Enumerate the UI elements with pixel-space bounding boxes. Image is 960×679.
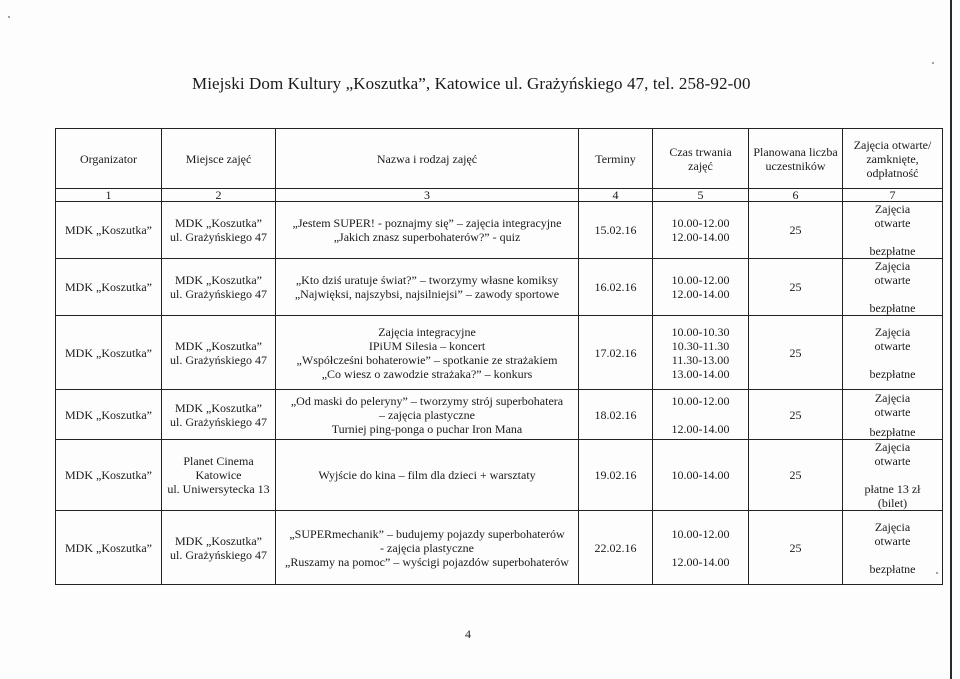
time-slot: 12.00-14.00 — [671, 554, 730, 569]
place-line: MDK „Koszutka” — [175, 273, 262, 287]
place-line: ul. Uniwersytecka 13 — [167, 482, 270, 496]
header-organizer: Organizator — [56, 129, 162, 189]
participants-cell: 25 — [749, 390, 843, 440]
activity-line: Turniej ping-ponga o puchar Iron Mana — [331, 421, 523, 436]
status-line: otwarte — [874, 454, 911, 468]
date-cell: 18.02.16 — [579, 390, 653, 440]
status-line: otwarte — [874, 404, 911, 419]
place-line: ul. Grażyńskiego 47 — [170, 414, 267, 429]
status-cell — [843, 511, 943, 585]
activity-cell — [276, 440, 579, 511]
status-line: Zajęcia — [874, 202, 911, 216]
activity-line: Zajęcia integracyjne — [378, 324, 476, 339]
place-line: ul. Grażyńskiego 47 — [170, 230, 267, 244]
date-cell: 17.02.16 — [579, 316, 653, 390]
place-cell — [162, 259, 276, 316]
status-line: Zajęcia — [874, 390, 911, 405]
column-number: 3 — [276, 189, 579, 202]
time-slot: 12.00-14.00 — [671, 287, 730, 301]
status-line: otwarte — [874, 273, 911, 287]
date-cell: 22.02.16 — [579, 511, 653, 585]
status-line: bezpłatne — [869, 424, 916, 439]
status-line: bezpłatne — [869, 301, 916, 315]
time-slot: 10.00-10.30 — [671, 324, 730, 339]
date-cell: 15.02.16 — [579, 202, 653, 259]
status-cell — [843, 259, 943, 316]
participants-cell: 25 — [749, 511, 843, 585]
time-cell — [653, 390, 749, 440]
status-line: (bilet) — [877, 496, 908, 510]
participants-cell: 25 — [749, 440, 843, 511]
activity-line: „Współcześni bohaterowie” – spotkanie ze strażakiem — [296, 352, 558, 367]
column-number: 7 — [843, 189, 943, 202]
activity-line: - zajęcia plastyczne — [380, 540, 474, 555]
time-slot: 10.00-12.00 — [671, 216, 730, 230]
status-cell — [843, 316, 943, 390]
column-number: 5 — [653, 189, 749, 202]
place-line: ul. Grażyńskiego 47 — [170, 352, 267, 367]
status-line: otwarte — [874, 338, 911, 353]
time-cell — [653, 316, 749, 390]
time-slot: 12.00-14.00 — [671, 230, 730, 244]
place-line: MDK „Koszutka” — [175, 216, 262, 230]
activity-line: „Jestem SUPER! - poznajmy się” – zajęcia integracyjne — [292, 216, 562, 230]
place-line: Planet Cinema — [183, 454, 254, 468]
time-cell — [653, 511, 749, 585]
header-participants: Planowana liczba uczestników — [749, 129, 843, 189]
organizer-cell: MDK „Koszutka” — [56, 202, 162, 259]
status-cell — [843, 440, 943, 511]
column-number: 4 — [579, 189, 653, 202]
activity-cell — [276, 316, 579, 390]
status-line: bezpłatne — [869, 366, 916, 381]
place-cell — [162, 390, 276, 440]
activity-line: IPiUM Silesia – koncert — [368, 338, 486, 353]
status-line: Zajęcia — [874, 519, 911, 534]
status-line: otwarte — [874, 216, 911, 230]
place-cell — [162, 202, 276, 259]
activity-cell — [276, 259, 579, 316]
table-row — [56, 259, 943, 316]
time-slot: 10.00-12.00 — [671, 526, 730, 541]
date-cell: 19.02.16 — [579, 440, 653, 511]
table-row — [56, 202, 943, 259]
place-line: MDK „Koszutka” — [175, 338, 262, 353]
header-name: Nazwa i rodzaj zajęć — [276, 129, 579, 189]
status-line: Zajęcia — [874, 259, 911, 273]
header-row — [56, 129, 943, 189]
table-row — [56, 316, 943, 390]
activity-line: „Kto dziś uratuje świat?” – tworzymy własne komiksy — [295, 273, 559, 287]
time-cell — [653, 202, 749, 259]
activity-cell — [276, 202, 579, 259]
place-line: MDK „Koszutka” — [175, 533, 262, 548]
activity-line: „Ruszamy na pomoc” – wyścigi pojazdów superbohaterów — [285, 554, 569, 569]
time-cell — [653, 259, 749, 316]
status-line: Zajęcia — [874, 440, 911, 454]
header-status: Zajęcia otwarte/ zamknięte, odpłatność — [843, 129, 943, 189]
organizer-cell: MDK „Koszutka” — [56, 259, 162, 316]
page-number: 4 — [465, 627, 471, 641]
place-line: ul. Grażyńskiego 47 — [170, 287, 267, 301]
header-duration: Czas trwania zajęć — [653, 129, 749, 189]
time-cell — [653, 440, 749, 511]
activity-line: „Od maski do peleryny” – tworzymy strój superbohatera — [290, 393, 564, 408]
activity-cell — [276, 511, 579, 585]
status-line: bezpłatne — [869, 561, 916, 576]
place-cell — [162, 440, 276, 511]
header-place: Miejsce zajęć — [162, 129, 276, 189]
header-dates: Terminy — [579, 129, 653, 189]
status-line: bezpłatne — [869, 244, 916, 258]
place-line: ul. Grażyńskiego 47 — [170, 547, 267, 562]
place-line: Katowice — [195, 468, 242, 482]
scan-speck — [8, 16, 10, 18]
activity-line: „Jakich znasz superbohaterów?” - quiz — [333, 230, 521, 244]
column-number: 6 — [749, 189, 843, 202]
place-cell — [162, 511, 276, 585]
participants-cell: 25 — [749, 259, 843, 316]
column-number: 1 — [56, 189, 162, 202]
column-number: 2 — [162, 189, 276, 202]
activity-line: „Najwięksi, najszybsi, najsilniejsi” – zawody sportowe — [294, 287, 560, 301]
table-row — [56, 390, 943, 440]
organizer-cell: MDK „Koszutka” — [56, 316, 162, 390]
table-row — [56, 440, 943, 511]
time-slot: 13.00-14.00 — [671, 366, 730, 381]
scan-edge-line — [950, 0, 952, 679]
scan-speck — [932, 62, 934, 64]
activity-line: – zajęcia plastyczne — [379, 407, 475, 422]
place-line: MDK „Koszutka” — [175, 400, 262, 415]
organizer-cell: MDK „Koszutka” — [56, 390, 162, 440]
status-line: Zajęcia — [874, 324, 911, 339]
column-number-row — [56, 189, 943, 202]
time-slot: 10.00-12.00 — [671, 393, 730, 408]
time-slot: 10.00-14.00 — [671, 468, 730, 482]
time-slot: 12.00-14.00 — [671, 421, 730, 436]
table-row — [56, 511, 943, 585]
organizer-cell: MDK „Koszutka” — [56, 511, 162, 585]
activity-line: Wyjście do kina – film dla dzieci + warsztaty — [318, 468, 536, 482]
participants-cell: 25 — [749, 316, 843, 390]
schedule-table — [55, 128, 943, 585]
activity-cell — [276, 390, 579, 440]
date-cell: 16.02.16 — [579, 259, 653, 316]
organizer-cell: MDK „Koszutka” — [56, 440, 162, 511]
activity-line: „SUPERmechanik” – budujemy pojazdy superbohaterów — [289, 526, 565, 541]
page-title: Miejski Dom Kultury „Koszutka”, Katowice ul. Grażyńskiego 47, tel. 258-92-00 — [192, 74, 751, 93]
time-slot: 10.30-11.30 — [671, 338, 730, 353]
status-line: otwarte — [874, 533, 911, 548]
status-cell — [843, 390, 943, 440]
activity-line: „Co wiesz o zawodzie strażaka?” – konkurs — [321, 366, 533, 381]
time-slot: 10.00-12.00 — [671, 273, 730, 287]
status-line: płatne 13 zł — [864, 482, 921, 496]
time-slot: 11.30-13.00 — [671, 352, 730, 367]
participants-cell: 25 — [749, 202, 843, 259]
status-cell — [843, 202, 943, 259]
place-cell — [162, 316, 276, 390]
